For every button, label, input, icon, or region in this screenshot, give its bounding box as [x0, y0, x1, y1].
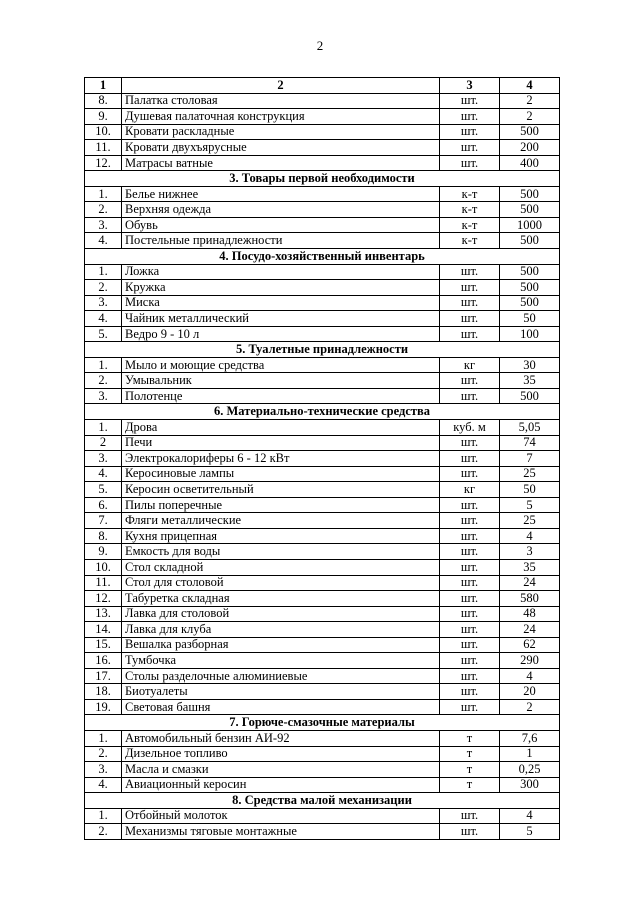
row-number: 19. [85, 699, 122, 715]
item-name: Биотуалеты [122, 684, 440, 700]
section-title: 5. Туалетные принадлежности [85, 342, 560, 358]
item-unit: шт. [440, 388, 500, 404]
table-row [85, 684, 560, 700]
table-row [85, 730, 560, 746]
table-row [85, 93, 560, 109]
row-number: 1. [85, 264, 122, 280]
row-number: 9. [85, 544, 122, 560]
row-number: 12. [85, 155, 122, 171]
item-unit: шт. [440, 264, 500, 280]
item-name: Кружка [122, 280, 440, 296]
item-quantity: 50 [500, 482, 560, 498]
item-quantity: 4 [500, 668, 560, 684]
item-quantity: 3 [500, 544, 560, 560]
item-unit: шт. [440, 140, 500, 156]
item-unit: шт. [440, 155, 500, 171]
row-number: 3. [85, 762, 122, 778]
item-quantity: 24 [500, 622, 560, 638]
item-name: Механизмы тяговые монтажные [122, 824, 440, 840]
item-name: Лавка для столовой [122, 606, 440, 622]
item-unit: шт. [440, 824, 500, 840]
item-name: Умывальник [122, 373, 440, 389]
item-quantity: 25 [500, 466, 560, 482]
item-unit: шт. [440, 373, 500, 389]
item-unit: шт. [440, 451, 500, 467]
item-unit: шт. [440, 513, 500, 529]
table-row [85, 575, 560, 591]
table-row [85, 388, 560, 404]
item-quantity: 48 [500, 606, 560, 622]
item-unit: шт. [440, 699, 500, 715]
item-quantity: 100 [500, 326, 560, 342]
item-name: Матрасы ватные [122, 155, 440, 171]
item-name: Лавка для клуба [122, 622, 440, 638]
table-row [85, 264, 560, 280]
table-row [85, 357, 560, 373]
item-name: Дрова [122, 420, 440, 436]
item-name: Кровати двухъярусные [122, 140, 440, 156]
item-unit: шт. [440, 93, 500, 109]
item-unit: шт. [440, 435, 500, 451]
item-name: Пилы поперечные [122, 497, 440, 513]
item-unit: шт. [440, 544, 500, 560]
row-number: 2. [85, 373, 122, 389]
item-unit: шт. [440, 591, 500, 607]
item-unit: т [440, 730, 500, 746]
row-number: 1. [85, 808, 122, 824]
item-unit: шт. [440, 124, 500, 140]
section-row [85, 404, 560, 420]
item-unit: т [440, 762, 500, 778]
item-name: Белье нижнее [122, 186, 440, 202]
inventory-table-body [85, 78, 560, 840]
table-row [85, 326, 560, 342]
table-row [85, 373, 560, 389]
item-unit: т [440, 746, 500, 762]
row-number: 9. [85, 109, 122, 125]
table-row [85, 482, 560, 498]
table-row [85, 466, 560, 482]
item-unit: шт. [440, 653, 500, 669]
table-row [85, 233, 560, 249]
item-name: Авиационный керосин [122, 777, 440, 793]
item-name: Обувь [122, 217, 440, 233]
item-unit: шт. [440, 637, 500, 653]
item-quantity: 35 [500, 559, 560, 575]
row-number: 4. [85, 311, 122, 327]
row-number: 4. [85, 466, 122, 482]
item-unit: шт. [440, 528, 500, 544]
item-quantity: 2 [500, 699, 560, 715]
table-row [85, 497, 560, 513]
row-number: 5. [85, 482, 122, 498]
item-name: Фляги металлические [122, 513, 440, 529]
row-number: 8. [85, 93, 122, 109]
item-name: Вешалка разборная [122, 637, 440, 653]
item-unit: к-т [440, 202, 500, 218]
section-title: 6. Материально-технические средства [85, 404, 560, 420]
item-name: Масла и смазки [122, 762, 440, 778]
table-header-row [85, 78, 560, 94]
table-row [85, 808, 560, 824]
item-quantity: 5,05 [500, 420, 560, 436]
item-unit: шт. [440, 280, 500, 296]
item-unit: шт. [440, 575, 500, 591]
header-col-1: 1 [85, 78, 122, 94]
table-row [85, 653, 560, 669]
row-number: 1. [85, 186, 122, 202]
table-row [85, 124, 560, 140]
item-unit: т [440, 777, 500, 793]
section-row [85, 342, 560, 358]
item-name: Дизельное топливо [122, 746, 440, 762]
item-quantity: 5 [500, 824, 560, 840]
row-number: 2. [85, 280, 122, 296]
row-number: 11. [85, 140, 122, 156]
item-quantity: 7 [500, 451, 560, 467]
item-unit: кг [440, 357, 500, 373]
item-unit: шт. [440, 497, 500, 513]
item-name: Емкость для воды [122, 544, 440, 560]
row-number: 17. [85, 668, 122, 684]
table-row [85, 606, 560, 622]
table-row [85, 544, 560, 560]
item-unit: шт. [440, 466, 500, 482]
row-number: 5. [85, 326, 122, 342]
row-number: 2. [85, 202, 122, 218]
item-quantity: 500 [500, 388, 560, 404]
item-name: Мыло и моющие средства [122, 357, 440, 373]
item-quantity: 25 [500, 513, 560, 529]
table-row [85, 777, 560, 793]
section-row [85, 793, 560, 809]
item-unit: шт. [440, 295, 500, 311]
item-name: Отбойный молоток [122, 808, 440, 824]
item-name: Тумбочка [122, 653, 440, 669]
table-row [85, 637, 560, 653]
row-number: 8. [85, 528, 122, 544]
item-unit: шт. [440, 109, 500, 125]
item-name: Стол для столовой [122, 575, 440, 591]
item-unit: к-т [440, 217, 500, 233]
row-number: 11. [85, 575, 122, 591]
item-quantity: 500 [500, 124, 560, 140]
table-row [85, 435, 560, 451]
header-col-3: 3 [440, 78, 500, 94]
item-quantity: 1000 [500, 217, 560, 233]
row-number: 1. [85, 730, 122, 746]
section-row [85, 715, 560, 731]
item-name: Чайник металлический [122, 311, 440, 327]
table-row [85, 513, 560, 529]
item-quantity: 500 [500, 233, 560, 249]
section-title: 3. Товары первой необходимости [85, 171, 560, 187]
row-number: 14. [85, 622, 122, 638]
table-row [85, 311, 560, 327]
item-name: Автомобильный бензин АИ-92 [122, 730, 440, 746]
item-unit: шт. [440, 668, 500, 684]
item-quantity: 500 [500, 280, 560, 296]
item-unit: шт. [440, 559, 500, 575]
table-row [85, 186, 560, 202]
table-row [85, 699, 560, 715]
item-name: Ложка [122, 264, 440, 280]
row-number: 18. [85, 684, 122, 700]
item-quantity: 580 [500, 591, 560, 607]
item-name: Постельные принадлежности [122, 233, 440, 249]
header-col-2: 2 [122, 78, 440, 94]
item-name: Палатка столовая [122, 93, 440, 109]
header-col-4: 4 [500, 78, 560, 94]
row-number: 1. [85, 420, 122, 436]
item-quantity: 2 [500, 93, 560, 109]
item-quantity: 200 [500, 140, 560, 156]
table-row [85, 451, 560, 467]
row-number: 10. [85, 559, 122, 575]
item-quantity: 400 [500, 155, 560, 171]
section-title: 4. Посудо-хозяйственный инвентарь [85, 249, 560, 265]
row-number: 10. [85, 124, 122, 140]
item-quantity: 500 [500, 186, 560, 202]
item-name: Полотенце [122, 388, 440, 404]
item-quantity: 500 [500, 264, 560, 280]
item-quantity: 500 [500, 295, 560, 311]
table-row [85, 668, 560, 684]
item-name: Кухня прицепная [122, 528, 440, 544]
row-number: 4. [85, 777, 122, 793]
item-unit: шт. [440, 606, 500, 622]
table-row [85, 762, 560, 778]
item-unit: кг [440, 482, 500, 498]
item-quantity: 290 [500, 653, 560, 669]
item-name: Печи [122, 435, 440, 451]
table-row [85, 824, 560, 840]
row-number: 15. [85, 637, 122, 653]
item-quantity: 4 [500, 808, 560, 824]
item-name: Душевая палаточная конструкция [122, 109, 440, 125]
row-number: 2 [85, 435, 122, 451]
table-row [85, 202, 560, 218]
item-quantity: 35 [500, 373, 560, 389]
row-number: 16. [85, 653, 122, 669]
table-row [85, 420, 560, 436]
item-quantity: 24 [500, 575, 560, 591]
table-row [85, 155, 560, 171]
row-number: 13. [85, 606, 122, 622]
item-quantity: 1 [500, 746, 560, 762]
row-number: 2. [85, 746, 122, 762]
item-name: Световая башня [122, 699, 440, 715]
item-unit: шт. [440, 311, 500, 327]
item-quantity: 50 [500, 311, 560, 327]
row-number: 2. [85, 824, 122, 840]
item-quantity: 30 [500, 357, 560, 373]
item-name: Табуретка складная [122, 591, 440, 607]
section-row [85, 171, 560, 187]
table-row [85, 140, 560, 156]
section-title: 8. Средства малой механизации [85, 793, 560, 809]
row-number: 1. [85, 357, 122, 373]
table-row [85, 109, 560, 125]
item-name: Столы разделочные алюминиевые [122, 668, 440, 684]
row-number: 7. [85, 513, 122, 529]
item-quantity: 500 [500, 202, 560, 218]
inventory-table [84, 77, 560, 840]
item-unit: к-т [440, 186, 500, 202]
item-unit: к-т [440, 233, 500, 249]
row-number: 6. [85, 497, 122, 513]
item-unit: шт. [440, 684, 500, 700]
table-row [85, 528, 560, 544]
table-row [85, 280, 560, 296]
section-title: 7. Горюче-смазочные материалы [85, 715, 560, 731]
row-number: 3. [85, 295, 122, 311]
item-quantity: 0,25 [500, 762, 560, 778]
row-number: 12. [85, 591, 122, 607]
item-unit: шт. [440, 808, 500, 824]
item-name: Керосин осветительный [122, 482, 440, 498]
item-unit: шт. [440, 622, 500, 638]
row-number: 3. [85, 217, 122, 233]
item-quantity: 300 [500, 777, 560, 793]
item-quantity: 4 [500, 528, 560, 544]
item-quantity: 7,6 [500, 730, 560, 746]
item-quantity: 20 [500, 684, 560, 700]
page-number: 2 [316, 38, 324, 53]
item-quantity: 74 [500, 435, 560, 451]
section-row [85, 249, 560, 265]
item-name: Ведро 9 - 10 л [122, 326, 440, 342]
table-row [85, 295, 560, 311]
table-row [85, 217, 560, 233]
item-name: Кровати раскладные [122, 124, 440, 140]
row-number: 3. [85, 451, 122, 467]
table-row [85, 622, 560, 638]
table-row [85, 559, 560, 575]
item-quantity: 5 [500, 497, 560, 513]
item-name: Стол складной [122, 559, 440, 575]
row-number: 4. [85, 233, 122, 249]
table-row [85, 591, 560, 607]
table-row [85, 746, 560, 762]
item-unit: шт. [440, 326, 500, 342]
row-number: 3. [85, 388, 122, 404]
item-quantity: 2 [500, 109, 560, 125]
item-name: Электрокалориферы 6 - 12 кВт [122, 451, 440, 467]
item-name: Керосиновые лампы [122, 466, 440, 482]
item-name: Миска [122, 295, 440, 311]
item-unit: куб. м [440, 420, 500, 436]
item-name: Верхняя одежда [122, 202, 440, 218]
item-quantity: 62 [500, 637, 560, 653]
